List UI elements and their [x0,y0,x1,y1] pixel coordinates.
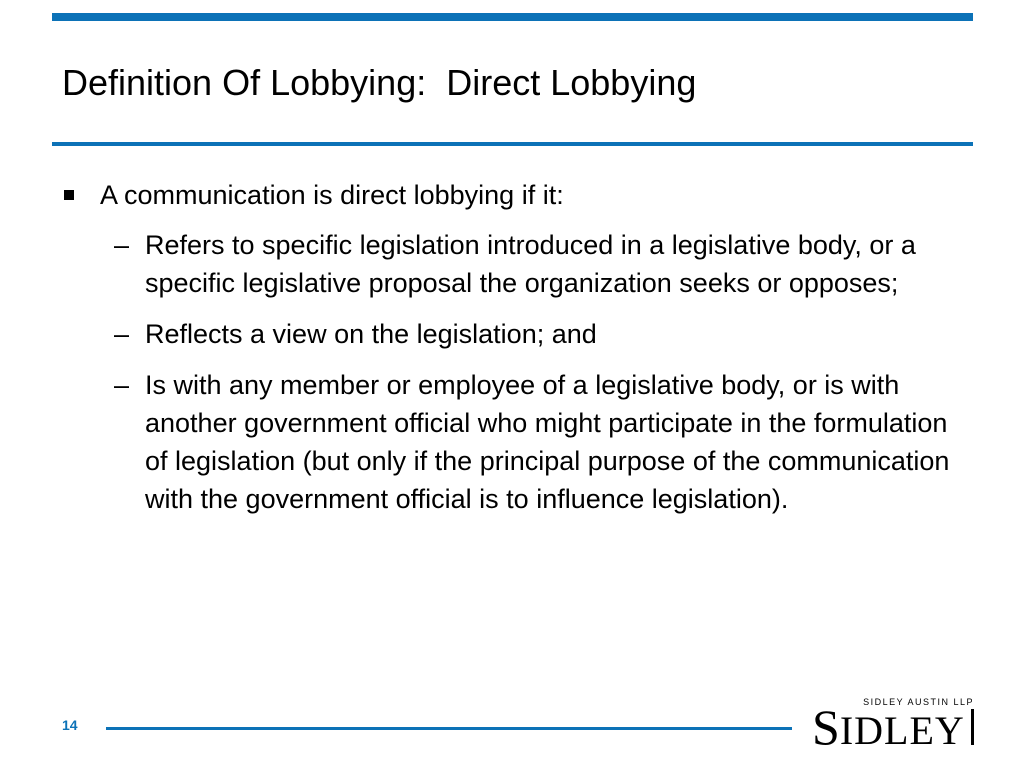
sidley-logo [812,697,974,755]
sub-bullet-text: Is with any member or employee of a legislative body, or is with another government official who might participate in the formulation of legislation (but only if the principal purpose of the communication with the government official is to influence legislation). [145,370,950,514]
sub-bullet-text: Reflects a view on the legislation; and [145,319,597,349]
logo-bar [971,709,974,745]
sub-bullet-text: Refers to specific legislation introduced in a legislative body, or a specific legislative proposal the organization seeks or opposes; [145,230,916,298]
top-accent-rule [52,13,973,21]
footer-rule [106,727,792,730]
dash-bullet-icon: – [114,370,130,400]
slide-title: Definition Of Lobbying: Direct Lobbying [62,62,697,103]
sub-bullet-item [60,315,970,353]
sub-bullet-item [60,366,970,518]
logo-tagline: SIDLEY AUSTIN LLP [863,697,974,707]
sub-bullet-list [60,226,970,518]
page-number: 14 [62,717,78,733]
square-bullet-icon [64,190,74,200]
dash-bullet-icon: – [114,230,130,260]
main-bullet-text: A communication is direct lobbying if it: [100,180,564,210]
slide-body [60,176,970,531]
logo-rest: IDLEY [839,708,965,753]
sub-bullet-item [60,226,970,302]
dash-bullet-icon: – [114,319,130,349]
logo-initial: S [812,699,840,755]
main-bullet [60,176,970,214]
title-divider-rule [52,142,973,146]
